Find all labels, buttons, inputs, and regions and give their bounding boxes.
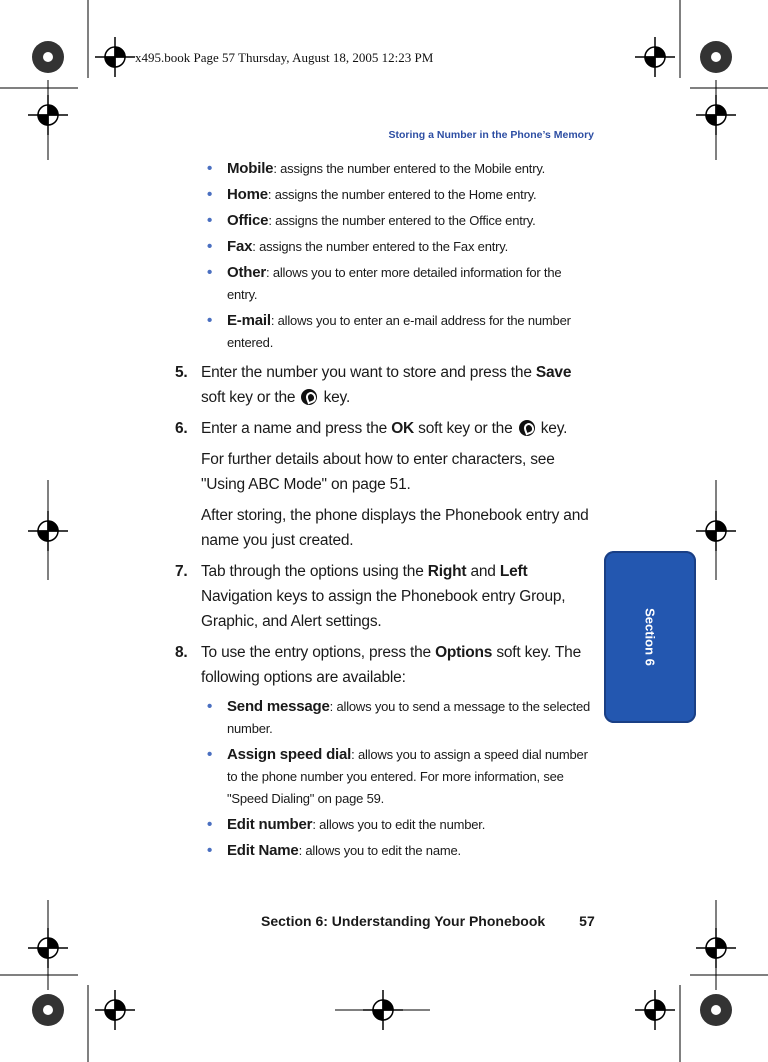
list-item [175,696,595,740]
list-item-text: : assigns the number entered to the Office entry. [268,213,536,228]
list-item-text: : allows you to assign a speed dial number to the phone number you entered. For more information, see "Speed Dialing" on page 59. [227,747,588,806]
ok-key-icon [301,389,317,405]
list-item-term: Other [227,264,267,281]
list-item-term: Office [227,212,269,229]
list-item-term: Edit number [227,816,313,833]
list-item [175,184,595,206]
list-item [175,744,595,810]
list-item-term: Edit Name [227,842,299,859]
footer-title: Section 6: Understanding Your Phonebook [261,913,546,929]
list-item-text: : allows you to edit the number. [312,817,486,832]
list-item [175,310,595,354]
list-item-term: Send message [227,698,330,715]
list-item [175,262,595,306]
list-item-text: : allows you to send a message to the selected number. [227,699,591,736]
step-6: 6. Enter a name and press the OK soft key or the key. [175,420,568,437]
page-footer [261,913,595,929]
book-header: x495.book Page 57 Thursday, August 18, 2005 12:23 PM [135,50,434,65]
list-item-term: Assign speed dial [227,746,352,763]
page-number: 57 [579,913,595,929]
list-item [175,236,595,258]
list-item-text: : assigns the number entered to the Mobile entry. [273,161,546,176]
list-item [175,840,595,862]
ok-key-icon [519,420,535,436]
section-tab [604,551,696,723]
section-tab-label: Section 6 [642,608,658,666]
step-8: 8. To use the entry options, press the Options soft key. The following options are available: [175,644,582,686]
list-item-term: Fax [227,238,253,255]
list-item-text: : allows you to enter an e-mail address for the number entered. [227,313,571,350]
bullet-list-top [175,158,595,354]
list-item-text: : allows you to edit the name. [298,843,461,858]
paragraph-further-details: For further details about how to enter characters, see "Using ABC Mode" on page 51. [201,451,555,493]
page-content [175,158,595,866]
bullet-list-bottom [175,696,595,862]
list-item [175,158,595,180]
list-item-term: Home [227,186,268,203]
list-item-text: : allows you to enter more detailed information for the entry. [227,265,562,302]
list-item-text: : assigns the number entered to the Fax entry. [252,239,509,254]
running-header: Storing a Number in the Phone’s Memory [388,129,594,141]
step-7: 7. Tab through the options using the Right and Left Navigation keys to assign the Phonebook entry Group, Graphic, and Alert settings. [175,563,566,630]
list-item [175,210,595,232]
step-5: 5. Enter the number you want to store and press the Save soft key or the key. [175,364,572,406]
list-item-term: Mobile [227,160,274,177]
paragraph-after-storing: After storing, the phone displays the Phonebook entry and name you just created. [201,507,589,549]
list-item-term: E-mail [227,312,271,329]
list-item-text: : assigns the number entered to the Home entry. [267,187,537,202]
list-item [175,814,595,836]
